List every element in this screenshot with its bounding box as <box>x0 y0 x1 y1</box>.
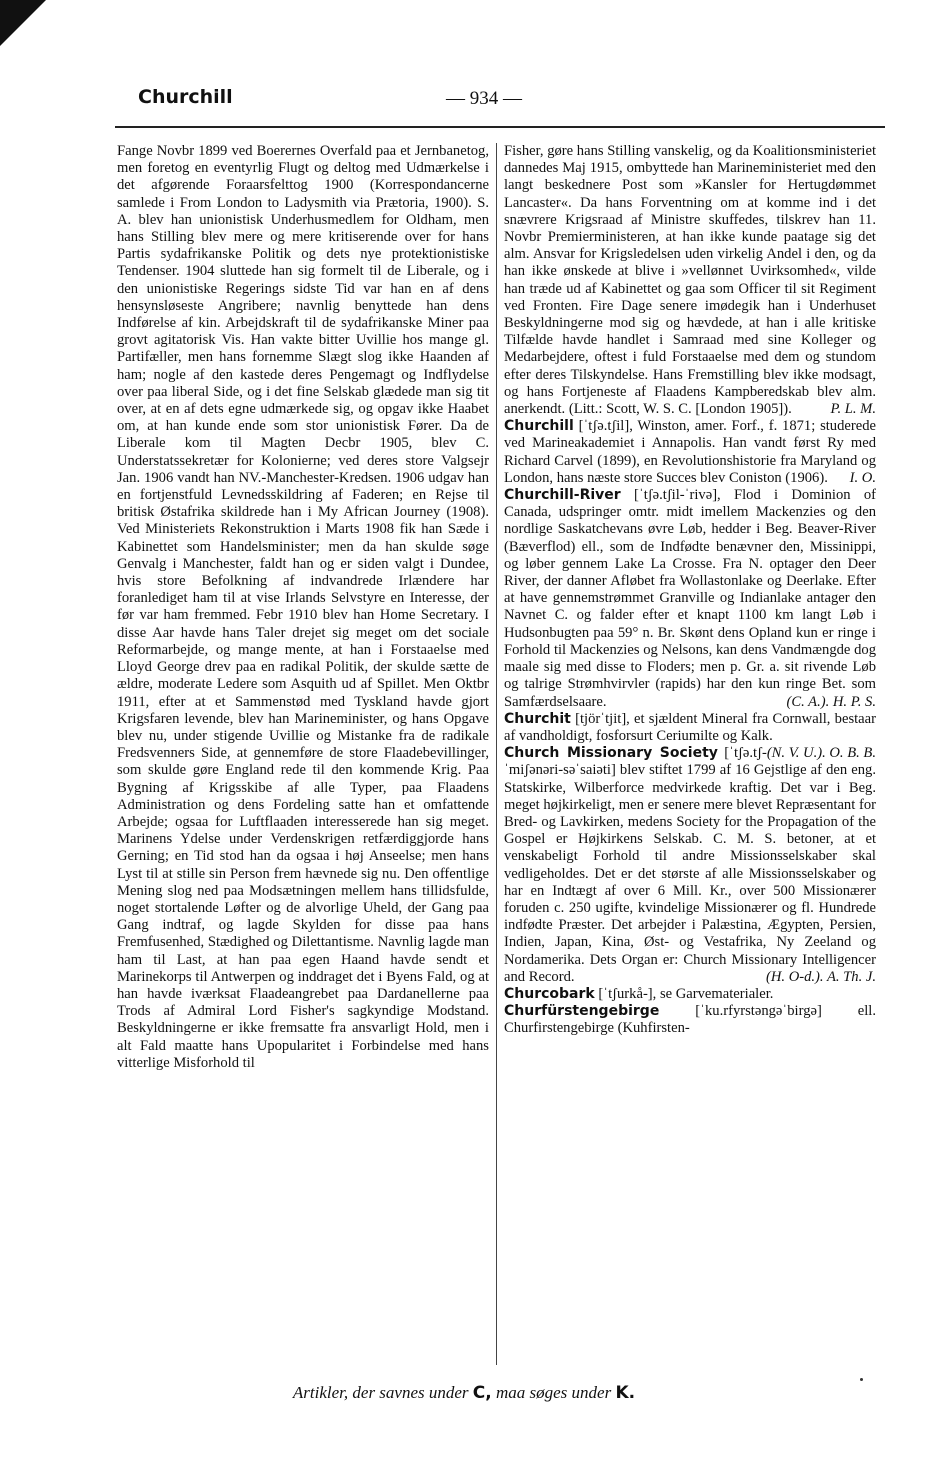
entry-signature: (N. V. U.). O. B. B. <box>766 745 876 762</box>
entry-headword: Churchit <box>504 710 571 727</box>
left-column <box>117 143 489 1072</box>
footer-text-middle: maa søges under <box>495 1383 612 1402</box>
entry-signature: (C. A.). H. P. S. <box>786 693 876 710</box>
entry-headword: Churfürstengebirge <box>504 1003 660 1020</box>
page-footer-note <box>0 1383 928 1403</box>
footer-letter-c: C, <box>472 1383 492 1403</box>
entry-signature: I. O. <box>849 469 876 486</box>
entry-body: [ˈtʃurkå-], se Garvematerialer. <box>598 985 774 1002</box>
right-column <box>504 143 876 1038</box>
continuation-text: Fisher, gøre hans Stilling vanskelig, og da Koalitionsministeriet dannedes Maj 1915, ombyttede han Marineministeriet med den langt beskednere Post som »Kansler for Hertugdømmet Lancaster«. Da hans Forventning om at komme ind i det snævrere Krigsraad af Ministre skuffedes, tilskrev han 11. Novbr Premierministeren, at han ikke kunde paatage sig det alm. Ansvar for Krigsledelsen uden virkelig Andel i den, og da han ikke ønskede at blive i »vellønnet Uvirksomhed«, vilde han træde ud af Kabinettet og gaa som Officer til sit Regiment ved Fronten. Fire Dage senere imødegik han i Underhuset Beskyldningerne mod sig og hævdede, at han i alle kritiske Tilfælde havde handlet i Samraad med sine Kolleger og Medarbejdere, oftest i fuld Forstaaelse med dem og stundom efter deres Tilskyndelse. Hans Fremstilling blev ikke modsagt, og hans Fortjeneste af Flaadens Kampberedskab blev alm. anerkendt. (Litt.: Scott, W. S. C. [London 1905]). <box>504 143 876 418</box>
page-speck <box>860 1378 863 1381</box>
entry-body: [ˈtʃə.tʃ-ˈmiʃənəri-səˈsaiəti] blev stiftet 1799 af 16 Gejstlige af den eng. Statskirke, Wilberforce medvirkede kraftig. Det var i Beg. meget højkirkeligt, men er senere mere blevet Repræsentant for Bred- og Lavkirken, medens Society for the Propagation of the Gospel er Højkirkens Selskab. C. M. S. betoner, at et venskabeligt Forhold til andre Missionsselskaber skal vedligeholdes. Det er det største af alle Missionsselskaber og har en Indtægt af over 6 Mill. Kr., over 500 Missionærer foruden c. 250 ugifte, kvindelige Missionærer og fl. Hundrede indfødte Præster. Det arbejder i Palæstina, Ægypten, Persien, Indien, Japan, Kina, Øst- og Vestafrika, Ny Zeeland og Nordamerika. Dets Organ er: Church Missionary Intelligencer and Record. <box>504 745 876 985</box>
header-rule <box>115 126 885 128</box>
entry-churchill-river <box>504 487 876 711</box>
footer-text-before: Artikler, der savnes under <box>292 1383 469 1402</box>
entry-churcobark <box>504 986 876 1003</box>
entry-body: [ˈtʃə.tʃil], Winston, amer. Forf., f. 1871; studerede ved Marineakademiet i Annapolis. Han vandt først Ry med Richard Carvel (1899), en Revolutionshistorie fra Maryland og London, hans næste store Succes blev Coniston (1906). <box>504 418 876 486</box>
page-number: — 934 — <box>446 88 522 109</box>
entry-churchill-winston <box>504 418 876 487</box>
right-column-continuation <box>504 143 876 418</box>
entry-church-missionary-society <box>504 745 876 986</box>
entry-headword: Churcobark <box>504 985 595 1002</box>
entry-signature: (H. O-d.). A. Th. J. <box>766 968 876 985</box>
entry-body: [tjörˈtjit], et sjældent Mineral fra Cornwall, bestaar af vandholdigt, fosforsurt Ceriumilte og Kalk. <box>504 710 876 744</box>
entry-headword: Churchill-River <box>504 487 621 504</box>
footer-letter-k: K. <box>615 1383 636 1403</box>
entry-headword: Church Missionary Society <box>504 745 718 762</box>
entry-headword: Churchill <box>504 418 574 435</box>
entry-body: [ˈtʃə.tʃil-ˈrivə], Flod i Dominion of Canada, udspringer omtr. midt imellem Mackenzies og den nordlige Saskatchevans øvre Løb, hedder i Beg. Beaver-River (Bæverflod) ell., som de Indfødte benævner den, Missinippi, og løber gennem Lake La Crosse. Fra N. optager den Deer River, der danner Afløbet fra Wollastonlake og Deerlake. Efter at have gennemstrømmet Granville og Indianlake antager den Navnet C. og falder efter et knapt 1100 km langt Løb i Hudsonbugten paa 59° n. Br. Skønt dens Opland kun er ringe i Forhold til Mackenzies og Nelsons, kan dens Vandmængde dog maale sig med disse to Floders; men p. Gr. a. sit rivende Løb og talrige Strømhvirvler (rapids) har den kun ringe Bet. som Samfærdselsaare. <box>504 487 876 710</box>
page-corner-mark <box>0 0 46 46</box>
entry-body: [ˈku.rfyrstəngəˈbirgə] ell. Churfirstengebirge (Kuhfirsten- <box>504 1003 876 1037</box>
entry-churfurstengebirge <box>504 1003 876 1037</box>
page-header <box>138 86 878 116</box>
running-head: Churchill <box>138 86 233 108</box>
column-divider <box>496 143 497 1365</box>
left-column-text: Fange Novbr 1899 ved Boerernes Overfald paa et Jernbanetog, men foretog en eventyrlig Flugt og deltog med Udmærkelse i det afgørende Foraarsfelttog 1900 (Korrespondancerne samlede i From London to Ladysmith via Prætoria, 1900). S. A. blev han unionistisk Underhusmedlem for Oldham, men hans Stilling blev mere og mere kritiserende over for hans Partis sydafrikanske Politik og dets nye protektionistiske Tendenser. 1904 sluttede han sig formelt til de Liberale, og i den unionistiske Regerings sidste Tid var han en af dens hensynsløseste Angribere; navnlig benyttede han dens Indførelse af kin. Arbejdskraft til de sydafrikanske Miner paa grovt agitatorisk Vis. Han vakte bitter Uvillie hos mange gl. Partifæller, men hans fornemme Slægt slog ikke Haanden af ham; nogle af den kastede deres Pengemagt og Indflydelse over paa liberal Side, og i det fine Selskab glædede man sig tit over, at en af dets egne udmærkede sig, og opgav ikke Haabet om, at han kunde ende som stor unionistisk Fører. Da de Liberale kom til Magten Decbr 1905, blev C. Understatssekretær for Kolonierne; ved deres store Valgsejr Jan. 1906 vandt han NV.-Manchester-Kredsen. 1906 udgav han en fortjenstfuld Levnedsskildring af Faderen; en Rejse til britisk Østafrika skildrede han i My African Journey (1908). Ved Ministeriets Rekonstruktion i Marts 1908 fik han Sæde i Kabinettet som Handelsminister; men da han skulde søge Genvalg i Manchester, faldt han og er siden valgt i Dundee, hvis store Befolkning af indvandrede Irlændere har foranlediget ham til at vise Irlands Selvstyre en Interesse, der før var ham fremmed. Febr 1910 blev han Home Secretary. I disse Aar havde hans Taler drejet sig meget om det sociale Reformarbejde, og mange mente, at han i Forstaaelse med Lloyd George drev paa en radikal Politik, der skulde sætte de ældre, moderate Ledere som Asquith ud af Spillet. Men Oktbr 1911, efter at et Sammenstød med Tyskland havde gjort Krigsfaren levende, blev han Marineminister, og hans Opgave blev nu, under stigende Uvillie og Mistanke fra de radikale Fredsvenners Side, at gennemføre de store Flaadebevillinger, som skulde gøre England rede til den kommende Krig. Paa Bygning af Krigsskibe af alle Typer, paa Flaadens Administration og dens Fordeling satte han et omfattende Arbejde; ogsaa for Luftflaaden interesserede han sig meget. Marinens Ydelse under Verdenskrigen retfærdiggjorde hans Gerning; en Tid stod han da ogsaa i høj Anseelse; men hans Lyst til at stille sin Person frem hævnede sig nu. Den offentlige Mening slog ned paa Modsætningen mellem hans tillidsfulde, noget stortalende Løfter og de alvorlige Uheld, der Gang paa Gang indtraf, og lagde Skylden for disse paa hans Fremfusenhed, Stædighed og Dilettantisme. Navnlig lagde man ham til Last, at han paa egen Haand havde sendt et Marinekorps til Antwerpen og inddraget det i Byens Fald, og at han havde iværksat Flaadeangrebet paa Dardanellerne paa Trods af Admiral Lord Fisher's sagkyndige Modstand. Beskyldningerne er ikke fremsatte fra ansvarligt Hold, men i alt Fald maatte hans Upopularitet i Forbindelse med hans vitterlige Misforhold til <box>117 143 489 1071</box>
continuation-signature: P. L. M. <box>830 401 876 418</box>
